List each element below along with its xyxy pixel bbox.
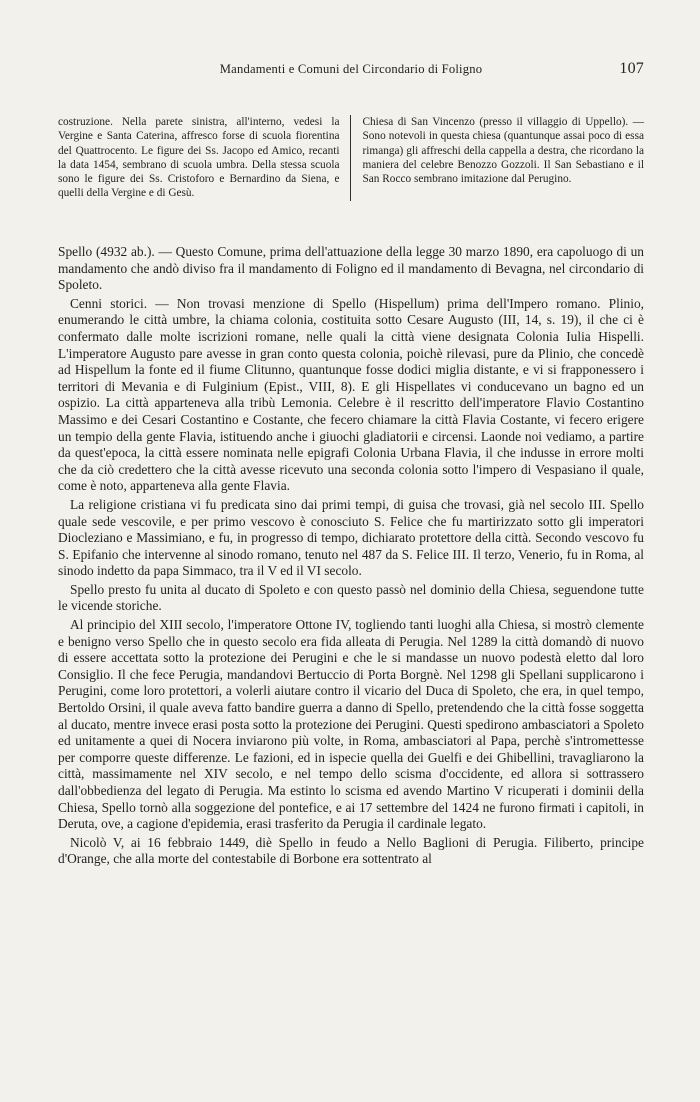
paragraph-religione: La religione cristiana vi fu predicata sino dai primi tempi, di guisa che trovasi, già nel secolo III. Spello quale sede vescovile, e per primo vescovo è conosciuto S. Felice che fu martirizzato sotto gli imperatori Diocleziano e Massimiano, e fu, in progresso di tempo, dichiarato protettore della città. Secondo vescovo fu S. Epifanio che intervenne al sinodo romano, tenuto nel 487 da S. Felice III. Il terzo, Venerio, fu in Roma, al sinodo indetto da papa Simmaco, tra il V ed il VI secolo. [58, 496, 644, 579]
running-header [58, 62, 644, 82]
paragraph-xiii-secolo: Al principio del XIII secolo, l'imperatore Ottone IV, togliendo tanti luoghi alla Chiesa, si mostrò clemente e benigno verso Spello che in questo secolo era fida alleata di Perugia. Nel 1289 la città domandò di nuovo di essere accettata sotto la protezione dei Perugini e che le si mandasse un nuovo podestà eletto dal loro Consiglio. Il che fece Perugia, mandandovi Bertuccio di Porta Borgnè. Nel 1298 gli Spellani supplicarono i Perugini, come loro protettori, a volerli aiutare contro il vicario del Duca di Spoleto, che era, in quel tempo, Bertoldo Orsini, il quale aveva fatto bandire guerra a danno di Spello, pretendendo che la città fosse soggetta al ducato, mentre invece erasi posta sotto la protezione dei Perugini. Questi spedirono ambasciatori a Spoleto ed unitamente a quei di Nocera inviarono più volte, in Roma, ambasciatori al Papa, perchè s'intromettesse per comporre queste differenze. Le fazioni, ed in ispecie quella dei Guelfi e dei Ghibellini, travagliarono la città, massimamente nel XIV secolo, e nel tempo dello scisma d'occidente, ed allora si sottrassero dall'obbedienza del legato di Perugia. Ma estinto lo scisma ed avendo Martino V ricuperati i dominii della Chiesa, Spello tornò alla soggezione del pontefice, e ai 17 settembre del 1424 ne furono firmati i capitoli, in Deruta, ove, a cagione d'epidemia, erasi trasferito da Perugia il cardinale legato. [58, 617, 644, 832]
top-two-columns [58, 115, 644, 201]
right-column: Chiesa di San Vincenzo (presso il villaggio di Uppello). — Sono notevoli in questa chiesa (quantunque assai poco di essa rimanga) gli affreschi della cappella a destra, che ricordano la maniera del celebre Benozzo Gozzoli. Il San Sebastiano e il San Rocco sembrano imitazione dal Perugino. [350, 115, 645, 201]
main-text [58, 244, 644, 868]
paragraph-ducato: Spello presto fu unita al ducato di Spoleto e con questo passò nel dominio della Chiesa, seguendone tutte le vicende storiche. [58, 581, 644, 614]
header-title: Mandamenti e Comuni del Circondario di Foligno [219, 62, 483, 76]
paragraph-spello: Spello (4932 ab.). — Questo Comune, prima dell'attuazione della legge 30 marzo 1890, era capoluogo di un mandamento che andò diviso fra il mandamento di Foligno ed il mandamento di Bevagna, nel circondario di Spoleto. [58, 244, 644, 293]
paragraph-nicolo-v: Nicolò V, ai 16 febbraio 1449, diè Spello in feudo a Nello Baglioni di Perugia. Filiberto, principe d'Orange, che alla morte del contestabile di Borbone era sottentrato al [58, 834, 644, 867]
left-column: costruzione. Nella parete sinistra, all'interno, vedesi la Vergine e Santa Caterina, affresco forse di scuola fiorentina del Quattrocento. Le figure dei Ss. Jacopo ed Amico, recanti la data 1454, sembrano di scuola umbra. Della stessa scuola sono le figure dei Ss. Cristoforo e Bernardino da Siena, e quelli della Vergine e di Gesù. [58, 116, 340, 200]
paragraph-cenni-storici: Cenni storici. — Non trovasi menzione di Spello (Hispellum) prima dell'Impero romano. Plinio, enumerando le città umbre, la chiama colonia, costituita sotto Cesare Augusto (III, 14, s. 19), il che ci è confermato dalle molte iscrizioni romane, nelle quali la città viene designata Colonia Iulia Hispelli. L'imperatore Augusto pare avesse in gran conto questa colonia, poichè rilevasi, pure da Plinio, che concedè ad Hispellum la fonte ed il fiume Clitunno, quantunque fosse dodici miglia distante, e vi si frapponessero i territori di Mevania e di Fulginium (Epist., VIII, 8). E gli Hispellates vi conducevano un bagno ed un ospizio. La città apparteneva alla tribù Lemonia. Celebre è il rescritto dell'imperatore Flavio Costantino Massimo e dei Cesari Costantino e Costante, che fecero chiamare la città Flavia Costante, vi fecero erigere un tempio della gente Flavia, istituendo anche i giuochi gladiatorii e circensi. Laonde noi vediamo, a partire da quest'epoca, la città essere nominata nelle epigrafi Colonia Urbana Flavia, il che indusse in errore molti che da ciò credettero che la città avesse ricevuto una seconda colonia sotto l'impero di Vespasiano il quale, come è noto, apparteneva alla gente Flavia. [58, 295, 644, 494]
page-number: 107 [619, 60, 644, 77]
